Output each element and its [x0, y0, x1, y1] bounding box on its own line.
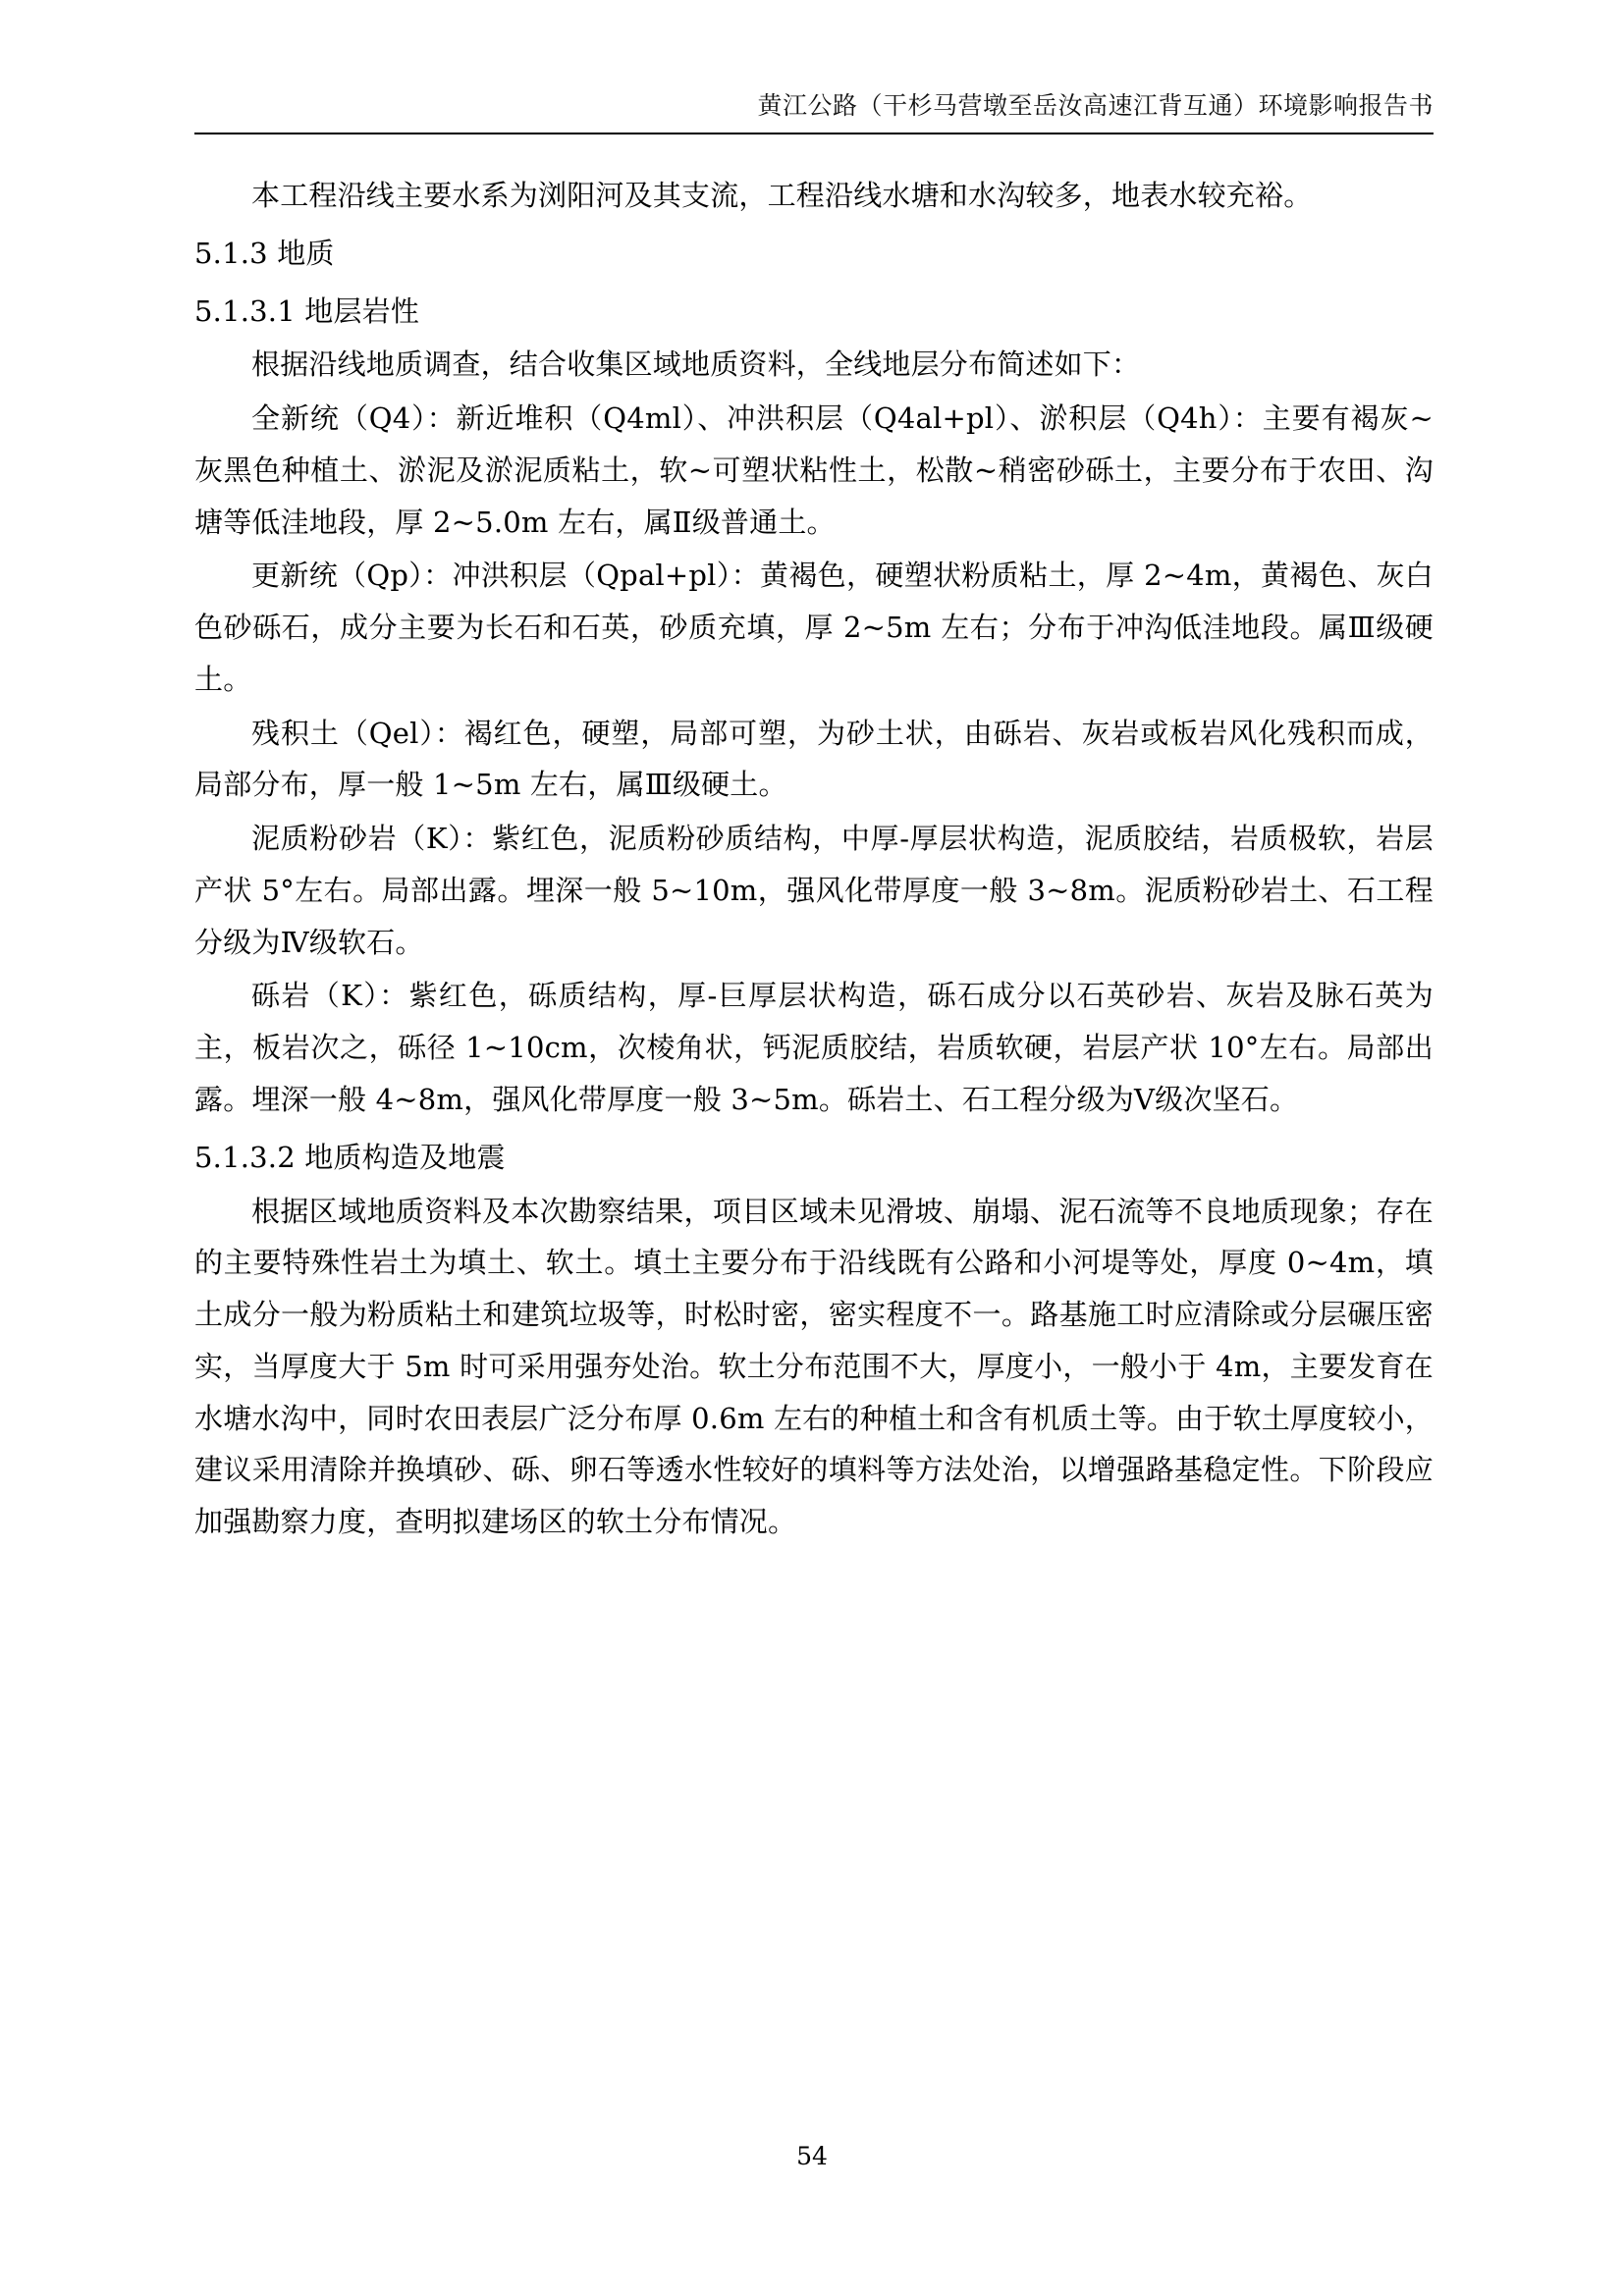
- paragraph-structure-quake: 根据区域地质资料及本次勘察结果，项目区域未见滑坡、崩塌、泥石流等不良地质现象；存在的主要特殊性岩土为填土、软土。填土主要分布于沿线既有公路和小河堤等处，厚度 0~4m，填土成分一般为粉质粘土和建筑垃圾等，时松时密，密实程度不一。路基施工时应清除或分层碾压密实，当厚度大于 5m 时可采用强夯处治。软土分布范围不大，厚度小，一般小于 4m，主要发育在水塘水沟中，同时农田表层广泛分布厚 0.6m 左右的种植土和含有机质土等。由于软土厚度较小，建议采用清除并换填砂、砾、卵石等透水性较好的填料等方法处治，以增强路基稳定性。下阶段应加强勘察力度，查明拟建场区的软土分布情况。: [194, 1194, 1434, 1539]
- paragraph-holocene: 全新统（Q4）：新近堆积（Q4ml）、冲洪积层（Q4al+pl）、淤积层（Q4h）：主要有褐灰~灰黑色种植土、淤泥及淤泥质粘土，软~可塑状粘性土，松散~稍密砂砾土，主要分布于农田、沟塘等低洼地段，厚 2~5.0m 左右，属Ⅱ级普通土。: [194, 401, 1434, 539]
- running-header: 黄江公路（干杉马营墩至岳汝高速江背互通）环境影响报告书: [757, 91, 1434, 120]
- heading-5-1-3: 5.1.3 地质: [194, 236, 335, 270]
- page-content: [194, 88, 1434, 1550]
- heading-5-1-3-1: 5.1.3.1 地层岩性: [194, 294, 420, 328]
- paragraph-strata-intro: 根据沿线地质调查，结合收集区域地质资料，全线地层分布简述如下：: [251, 347, 1141, 382]
- page-number: 54: [796, 2142, 828, 2170]
- heading-5-1-3-2: 5.1.3.2 地质构造及地震: [194, 1140, 506, 1174]
- body-text: [194, 170, 1434, 1548]
- paragraph-mudstone-siltstone: 泥质粉砂岩（K）：紫红色，泥质粉砂质结构，中厚-厚层状构造，泥质胶结，岩质极软，岩层产状 5°左右。局部出露。埋深一般 5~10m，强风化带厚度一般 3~8m。泥质粉砂岩土、石工程分级为Ⅳ级软石。: [194, 822, 1434, 959]
- header-divider: [194, 133, 1434, 134]
- paragraph-intro-water: 本工程沿线主要水系为浏阳河及其支流，工程沿线水塘和水沟较多，地表水较充裕。: [251, 179, 1313, 212]
- paragraph-conglomerate: 砾岩（K）：紫红色，砾质结构，厚-巨厚层状构造，砾石成分以石英砂岩、灰岩及脉石英为主，板岩次之，砾径 1~10cm，次棱角状，钙泥质胶结，岩质软硬，岩层产状 10°左右。局部出露。埋深一般 4~8m，强风化带厚度一般 3~5m。砾岩土、石工程分级为Ⅴ级次坚石。: [194, 979, 1434, 1117]
- paragraph-pleistocene: 更新统（Qp）：冲洪积层（Qpal+pl）：黄褐色，硬塑状粉质粘土，厚 2~4m，黄褐色、灰白色砂砾石，成分主要为长石和石英，砂质充填，厚 2~5m 左右；分布于冲沟低洼地段。属Ⅲ级硬土。: [194, 559, 1434, 696]
- paragraph-residual-soil: 残积土（Qel）：褐红色，硬塑，局部可塑，为砂土状，由砾岩、灰岩或板岩风化残积而成，局部分布，厚一般 1~5m 左右，属Ⅲ级硬土。: [194, 716, 1434, 802]
